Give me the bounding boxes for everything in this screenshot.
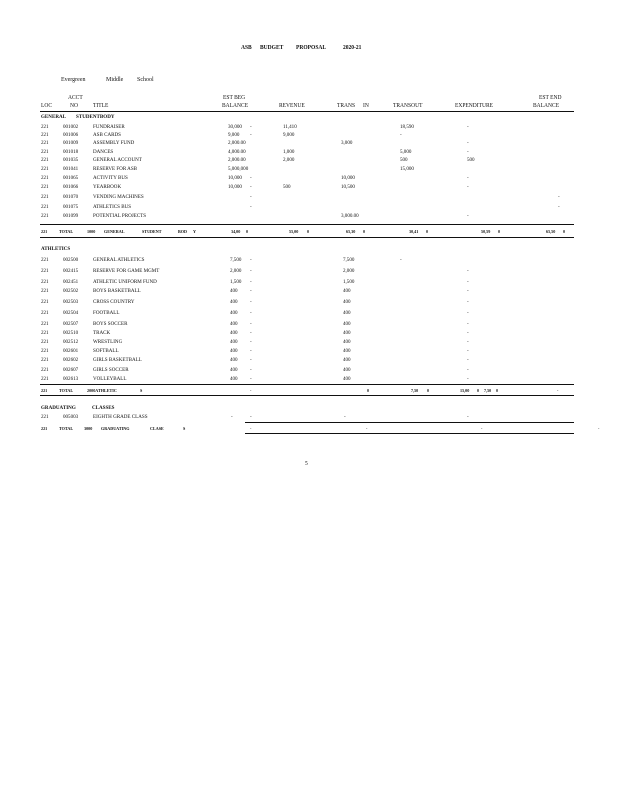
header-no: NO <box>70 103 78 109</box>
section-graduating-name: GRADUATING <box>41 405 76 411</box>
general-total-underline <box>40 237 574 238</box>
cell-acct-no: 002503 <box>63 299 79 305</box>
cell-beg-balance: 400 <box>230 330 238 336</box>
school-word-3: School <box>137 76 154 83</box>
athletic-total-suffix: S <box>140 388 143 393</box>
cell-beg-balance: 400 <box>230 299 238 305</box>
cell-title: SOFTBALL <box>93 348 119 354</box>
cell-beg-balance: - <box>231 414 233 420</box>
cell-revenue: 1,000 <box>283 149 295 155</box>
cell-loc: 221 <box>41 367 49 373</box>
cell-beg-dash: - <box>250 357 252 363</box>
cell-beg-dash: - <box>250 194 252 200</box>
section-general-sub: STUDENTBODY <box>76 114 115 120</box>
cell-loc: 221 <box>41 140 49 146</box>
cell-loc: 221 <box>41 321 49 327</box>
cell-trans-in: 3,000 <box>341 140 353 146</box>
school-word-2: Middle <box>106 76 124 83</box>
general-total-end-balance: 65,50 <box>546 229 556 234</box>
cell-beg-balance: 400 <box>230 348 238 354</box>
cell-title: ATHLETICS BUS <box>93 204 132 210</box>
cell-expenditure: - <box>467 140 469 146</box>
cell-loc: 221 <box>41 149 49 155</box>
cell-beg-balance: 5,000,000 <box>228 166 249 172</box>
cell-trans-in: 400 <box>343 376 351 382</box>
cell-acct-no: 002510 <box>63 330 79 336</box>
cell-expenditure: - <box>467 357 469 363</box>
header-loc: LOC <box>41 103 53 109</box>
header-revenue: REVENUE <box>279 103 305 109</box>
cell-transout: 5,000 <box>400 149 412 155</box>
grad-total-word-2: CLASE <box>150 426 164 431</box>
cell-acct-no: 002607 <box>63 367 79 373</box>
cell-acct-no: 002602 <box>63 357 79 363</box>
cell-title: YEARBOOK <box>93 184 122 190</box>
cell-expenditure: - <box>467 330 469 336</box>
cell-loc: 221 <box>41 279 49 285</box>
athletic-total-loc: 221 <box>41 388 48 393</box>
cell-title: GIRLS BASKETBALL <box>93 357 142 363</box>
athletic-total-transout: 7,50 <box>411 388 419 393</box>
cell-trans-in: 10,500 <box>341 184 355 190</box>
athletic-total-end-balance: - <box>557 388 559 393</box>
cell-transout: 500 <box>400 157 408 163</box>
cell-title: ACTIVITY BUS <box>93 175 128 181</box>
cell-beg-dash: - <box>250 184 252 190</box>
cell-trans-in: 400 <box>343 348 351 354</box>
athletic-total-code: 2000ATHLETIC <box>87 388 117 393</box>
cell-loc: 221 <box>41 257 49 263</box>
cell-beg-dash: - <box>250 321 252 327</box>
cell-loc: 221 <box>41 204 49 210</box>
general-total-code: 1000 <box>87 229 96 234</box>
school-word-1: Evergreen <box>61 76 86 83</box>
cell-beg-dash: - <box>250 299 252 305</box>
athletic-total-rule <box>40 384 574 385</box>
cell-expenditure: - <box>467 348 469 354</box>
cell-trans-in: 7,500 <box>343 257 355 263</box>
cell-acct-no: 002415 <box>63 268 79 274</box>
section-general-name: GENERAL <box>41 114 67 120</box>
cell-trans-in: 1,500 <box>343 279 355 285</box>
cell-acct-no: 002504 <box>63 310 79 316</box>
cell-loc: 221 <box>41 194 49 200</box>
grad-total-end-balance: - <box>598 426 600 431</box>
grad-total-underline <box>245 433 574 434</box>
cell-loc: 221 <box>41 330 49 336</box>
cell-beg-balance: 1,500 <box>230 279 242 285</box>
cell-revenue: 9,000 <box>283 132 295 138</box>
title-word-2: BUDGET <box>260 45 284 51</box>
cell-loc: 221 <box>41 213 49 219</box>
cell-beg-balance: 400 <box>230 357 238 363</box>
cell-acct-no: 002500 <box>63 257 79 263</box>
cell-trans-in: 400 <box>343 321 351 327</box>
cell-beg-balance: 2,000 <box>230 268 242 274</box>
cell-beg-dash: - <box>250 348 252 354</box>
general-total-trans-in: 65,30 <box>346 229 356 234</box>
cell-expenditure: - <box>467 367 469 373</box>
header-title: TITLE <box>93 103 109 109</box>
cell-beg-dash: - <box>250 330 252 336</box>
general-total-end-digit: 0 <box>563 229 566 234</box>
section-graduating-sub: CLASSES <box>92 405 115 411</box>
cell-expenditure: - <box>467 279 469 285</box>
cell-expenditure: - <box>467 175 469 181</box>
header-trans: TRANS <box>337 103 356 109</box>
cell-expenditure: - <box>467 149 469 155</box>
grad-total-loc: 221 <box>41 426 48 431</box>
cell-transout: 15,000 <box>400 166 414 172</box>
grad-total-balance: - <box>250 426 252 431</box>
cell-transout: - <box>400 132 402 138</box>
cell-expenditure: - <box>467 299 469 305</box>
title-word-3: PROPOSAL <box>296 45 327 51</box>
header-rule <box>40 111 574 112</box>
cell-expenditure: - <box>467 414 469 420</box>
header-est-beg: EST BEG <box>223 95 246 101</box>
cell-acct-no: 002451 <box>63 279 79 285</box>
cell-loc: 221 <box>41 166 49 172</box>
cell-loc: 221 <box>41 414 49 420</box>
general-total-label: TOTAL <box>59 229 74 234</box>
cell-beg-balance: 4,000.00 <box>228 149 246 155</box>
cell-acct-no: 001041 <box>63 166 79 172</box>
cell-title: RESERVE FOR GAME MGMT <box>93 268 160 274</box>
cell-loc: 221 <box>41 348 49 354</box>
cell-acct-no: 001018 <box>63 149 79 155</box>
cell-beg-dash: - <box>250 124 252 130</box>
cell-beg-dash: - <box>250 310 252 316</box>
grad-total-trans-in: - <box>366 426 368 431</box>
cell-beg-dash: - <box>250 288 252 294</box>
cell-loc: 221 <box>41 339 49 345</box>
grad-total-code: 3000 <box>84 426 93 431</box>
cell-loc: 221 <box>41 376 49 382</box>
cell-beg-balance: 10,000 <box>228 184 242 190</box>
cell-expenditure: - <box>467 213 469 219</box>
cell-loc: 221 <box>41 288 49 294</box>
cell-title: RESERVE FOR ASB <box>93 166 138 172</box>
cell-trans-in: 400 <box>343 299 351 305</box>
cell-trans-in: 10,000 <box>341 175 355 181</box>
section-athletics-name: ATHLETICS <box>41 246 71 252</box>
cell-beg-dash: - <box>250 132 252 138</box>
cell-expenditure: 500 <box>467 157 475 163</box>
cell-beg-balance: 30,000 <box>228 124 242 130</box>
cell-beg-dash: - <box>250 414 252 420</box>
cell-title: EIGHTH GRADE CLASS <box>93 414 148 420</box>
cell-transout: 18,590 <box>400 124 414 130</box>
cell-acct-no: 001075 <box>63 204 79 210</box>
title-word-1: ASB <box>241 45 252 51</box>
athletic-total-expenditure-2-digit: 0 <box>496 388 499 393</box>
general-total-transout-digit: 0 <box>426 229 429 234</box>
header-in: IN <box>363 103 369 109</box>
athletic-total-expenditure: 15,00 <box>460 388 470 393</box>
grad-total-suffix: S <box>183 426 186 431</box>
cell-acct-no: 001070 <box>63 194 79 200</box>
grad-total-rule <box>245 422 574 423</box>
cell-acct-no: 002512 <box>63 339 79 345</box>
cell-trans-in: 400 <box>343 330 351 336</box>
general-total-loc: 221 <box>41 229 48 234</box>
cell-revenue: 11,410 <box>283 124 297 130</box>
cell-beg-dash: - <box>250 279 252 285</box>
cell-beg-balance: 7,500 <box>230 257 242 263</box>
cell-acct-no: 002502 <box>63 288 79 294</box>
cell-beg-dash: - <box>250 257 252 263</box>
cell-expenditure: - <box>467 321 469 327</box>
cell-title: FOOTBALL <box>93 310 120 316</box>
cell-end-balance: - <box>558 194 560 200</box>
title-year: 2020-21 <box>343 45 362 51</box>
general-total-balance: 34,00 <box>231 229 241 234</box>
athletic-total-trans-in: 0 <box>367 388 370 393</box>
general-total-word-1: GENERAL <box>104 229 125 234</box>
cell-title: VOLLEYBALL <box>93 376 127 382</box>
cell-expenditure: - <box>467 124 469 130</box>
general-total-word-2: STUDENT <box>142 229 162 234</box>
cell-title: TRACK <box>93 330 111 336</box>
header-end-balance: BALANCE <box>533 103 560 109</box>
general-total-balance-digit: 0 <box>246 229 249 234</box>
cell-revenue: 500 <box>283 184 291 190</box>
athletic-total-underline <box>40 395 574 396</box>
athletic-total-expenditure-2: 7,50 <box>484 388 492 393</box>
athletic-total-label: TOTAL <box>59 388 74 393</box>
header-balance: BALANCE <box>222 103 249 109</box>
cell-title: GIRLS SOCCER <box>93 367 129 373</box>
cell-loc: 221 <box>41 268 49 274</box>
cell-loc: 221 <box>41 124 49 130</box>
cell-beg-dash: - <box>250 268 252 274</box>
cell-expenditure: - <box>467 310 469 316</box>
header-expenditure: EXPENDITURE <box>455 103 494 109</box>
cell-trans-in: 3,000.00 <box>341 213 359 219</box>
general-total-word-4: Y <box>193 229 196 234</box>
cell-trans-in: 400 <box>343 339 351 345</box>
general-total-trans-in-digit: 0 <box>363 229 366 234</box>
cell-loc: 221 <box>41 357 49 363</box>
cell-beg-balance: 400 <box>230 288 238 294</box>
cell-loc: 221 <box>41 132 49 138</box>
cell-trans-in: 400 <box>343 288 351 294</box>
cell-loc: 221 <box>41 184 49 190</box>
header-est-end: EST END <box>539 95 562 101</box>
cell-acct-no: 001065 <box>63 175 79 181</box>
general-total-rule <box>40 224 574 225</box>
cell-title: BOYS SOCCER <box>93 321 128 327</box>
cell-trans-in: 400 <box>343 310 351 316</box>
cell-trans-in: 400 <box>343 367 351 373</box>
cell-beg-dash: - <box>250 204 252 210</box>
cell-expenditure: - <box>467 376 469 382</box>
cell-beg-dash: - <box>250 367 252 373</box>
cell-beg-dash: - <box>250 376 252 382</box>
cell-beg-balance: 2,000.00 <box>228 157 246 163</box>
cell-title: VENDING MACHINES <box>93 194 144 200</box>
cell-beg-dash: - <box>250 175 252 181</box>
cell-title: POTENTIAL PROJECTS <box>93 213 147 219</box>
cell-acct-no: 002613 <box>63 376 79 382</box>
header-acct: ACCT <box>68 95 83 101</box>
cell-beg-balance: 9,000 <box>228 132 240 138</box>
cell-acct-no: 001035 <box>63 157 79 163</box>
cell-beg-balance: 400 <box>230 367 238 373</box>
general-total-revenue-digit: 0 <box>307 229 310 234</box>
general-total-expenditure: 50,59 <box>481 229 491 234</box>
cell-beg-balance: 400 <box>230 321 238 327</box>
general-total-expenditure-digit: 0 <box>498 229 501 234</box>
grad-total-label: TOTAL <box>59 426 74 431</box>
cell-acct-no: 001006 <box>63 132 79 138</box>
cell-title: FUNDRAISER <box>93 124 125 130</box>
cell-title: CROSS COUNTRY <box>93 299 135 305</box>
cell-title: ASSEMBLY FUND <box>93 140 135 146</box>
cell-expenditure: - <box>467 268 469 274</box>
grad-total-expenditure: - <box>481 426 483 431</box>
cell-title: ASB CARDS <box>93 132 121 138</box>
general-total-word-3: BOD <box>178 229 187 234</box>
cell-beg-balance: 400 <box>230 310 238 316</box>
athletic-total-balance: - <box>250 388 252 393</box>
cell-transout: - <box>400 257 402 263</box>
cell-acct-no: 001002 <box>63 124 79 130</box>
cell-title: DANCES <box>93 149 114 155</box>
cell-end-balance: - <box>558 204 560 210</box>
cell-trans-in: - <box>344 414 346 420</box>
cell-expenditure: - <box>467 288 469 294</box>
cell-beg-dash: - <box>250 339 252 345</box>
cell-acct-no: 001066 <box>63 184 79 190</box>
general-total-revenue: 55,00 <box>289 229 299 234</box>
cell-acct-no: 002507 <box>63 321 79 327</box>
cell-title: BOYS BASKETBALL <box>93 288 141 294</box>
general-total-transout: 30,41 <box>409 229 419 234</box>
cell-title: WRESTLING <box>93 339 123 345</box>
cell-expenditure: - <box>467 184 469 190</box>
cell-title: GENERAL ATHLETICS <box>93 257 145 263</box>
cell-loc: 221 <box>41 299 49 305</box>
cell-beg-balance: 10,000 <box>228 175 242 181</box>
cell-loc: 221 <box>41 157 49 163</box>
cell-loc: 221 <box>41 310 49 316</box>
page-number: 5 <box>305 461 308 467</box>
cell-beg-balance: 2,000.00 <box>228 140 246 146</box>
cell-expenditure: - <box>467 339 469 345</box>
cell-title: ATHLETIC UNIFORM FUND <box>93 279 157 285</box>
cell-beg-balance: 400 <box>230 376 238 382</box>
cell-loc: 221 <box>41 175 49 181</box>
cell-trans-in: 400 <box>343 357 351 363</box>
cell-beg-balance: 400 <box>230 339 238 345</box>
cell-trans-in: 2,000 <box>343 268 355 274</box>
athletic-total-transout-digit: 0 <box>427 388 430 393</box>
cell-acct-no: 001009 <box>63 140 79 146</box>
header-transout: TRANSOUT <box>393 103 423 109</box>
cell-acct-no: 002601 <box>63 348 79 354</box>
cell-acct-no: 001099 <box>63 213 79 219</box>
athletic-total-expenditure-digit: 0 <box>477 388 480 393</box>
cell-title: GENERAL ACCOUNT <box>93 157 142 163</box>
cell-revenue: 2,000 <box>283 157 295 163</box>
grad-total-word-1: GRADUATING <box>101 426 130 431</box>
cell-acct-no: 005003 <box>63 414 79 420</box>
